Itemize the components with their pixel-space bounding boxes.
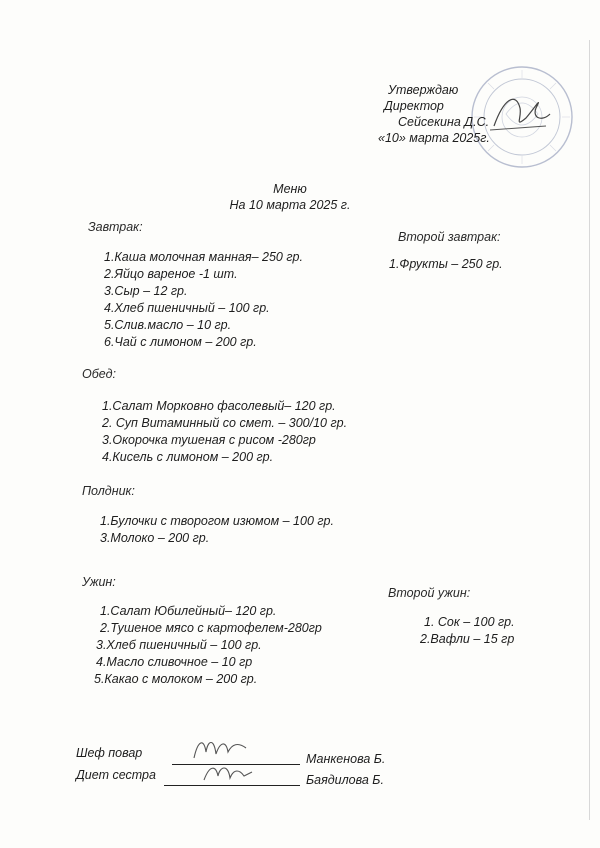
approval-date: «10» марта 2025г. bbox=[378, 131, 490, 145]
second-dinner-label: Второй ужин: bbox=[388, 586, 471, 600]
diet-nurse-name: Баядилова Б. bbox=[306, 773, 384, 787]
list-item: 6.Чай с лимоном – 200 гр. bbox=[104, 335, 257, 349]
approval-director-name: Сейсекина Д.С. bbox=[398, 115, 490, 129]
list-item: 5.Какао с молоком – 200 гр. bbox=[94, 672, 258, 686]
second-dinner-list bbox=[420, 614, 515, 648]
chef-name: Манкенова Б. bbox=[306, 752, 386, 766]
list-item: 1.Салат Юбилейный– 120 гр. bbox=[100, 604, 277, 618]
list-item: 1. Сок – 100 гр. bbox=[424, 615, 515, 629]
breakfast-list bbox=[104, 249, 303, 351]
list-item: 1.Фрукты – 250 гр. bbox=[389, 257, 503, 271]
list-item: 3.Сыр – 12 гр. bbox=[104, 284, 188, 298]
list-item: 3.Окорочка тушеная с рисом -280гр bbox=[102, 433, 316, 447]
breakfast-label: Завтрак: bbox=[88, 220, 143, 234]
list-item: 4.Кисель с лимоном – 200 гр. bbox=[102, 450, 274, 464]
second-breakfast-list bbox=[389, 256, 503, 273]
list-item: 2.Вафли – 15 гр bbox=[420, 632, 515, 646]
menu-date: На 10 марта 2025 г. bbox=[229, 198, 351, 212]
second-breakfast-label: Второй завтрак: bbox=[398, 230, 501, 244]
snack-label: Полдник: bbox=[82, 484, 135, 498]
dinner-label: Ужин: bbox=[82, 575, 116, 589]
dinner-list bbox=[94, 603, 322, 688]
approval-position: Директор bbox=[384, 99, 444, 113]
page-edge bbox=[589, 40, 590, 820]
list-item: 3.Хлеб пшеничный – 100 гр. bbox=[96, 638, 262, 652]
list-item: 2. Суп Витаминный со смет. – 300/10 гр. bbox=[102, 416, 348, 430]
list-item: 1.Каша молочная манная– 250 гр. bbox=[104, 250, 303, 264]
approval-title: Утверждаю bbox=[388, 83, 459, 97]
diet-nurse-role: Диет сестра bbox=[76, 768, 156, 782]
page-title: Меню bbox=[273, 182, 307, 196]
lunch-label: Обед: bbox=[82, 367, 116, 381]
lunch-list bbox=[102, 398, 347, 466]
chef-role: Шеф повар bbox=[76, 746, 143, 760]
snack-list bbox=[100, 513, 334, 547]
diet-nurse-signature-icon bbox=[200, 760, 256, 786]
list-item: 4.Хлеб пшеничный – 100 гр. bbox=[104, 301, 270, 315]
list-item: 2.Яйцо вареное -1 шт. bbox=[104, 267, 238, 281]
list-item: 5.Слив.масло – 10 гр. bbox=[104, 318, 232, 332]
list-item: 2.Тушеное мясо с картофелем-280гр bbox=[100, 621, 322, 635]
list-item: 1.Булочки с творогом изюмом – 100 гр. bbox=[100, 514, 334, 528]
list-item: 3.Молоко – 200 гр. bbox=[100, 531, 210, 545]
list-item: 4.Масло сливочное – 10 гр bbox=[96, 655, 253, 669]
director-signature-icon bbox=[486, 88, 556, 136]
list-item: 1.Салат Морковно фасолевый– 120 гр. bbox=[102, 399, 336, 413]
